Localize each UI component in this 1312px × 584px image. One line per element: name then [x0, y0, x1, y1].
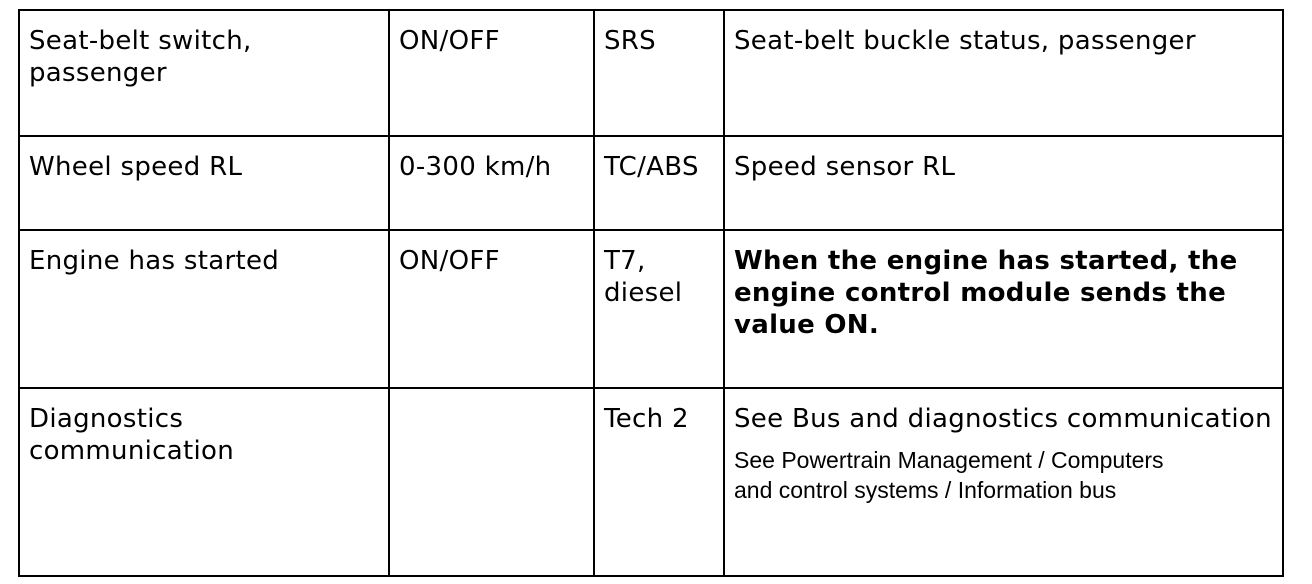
- table-row: [19, 10, 1283, 136]
- table-row: [19, 230, 1283, 388]
- value-range-cell: 0-300 km/h: [389, 136, 594, 230]
- table-row: [19, 388, 1283, 576]
- value-range-cell: [389, 388, 594, 576]
- value-range-cell: ON/OFF: [389, 10, 594, 136]
- description-cell: When the engine has started, the engine control module sends the value ON.: [724, 230, 1283, 388]
- table-row: [19, 136, 1283, 230]
- signal-table: [18, 9, 1284, 577]
- description-cell: [724, 388, 1283, 576]
- source-cell: SRS: [594, 10, 724, 136]
- reference-note: [734, 445, 1274, 505]
- description-cell: Seat-belt buckle status, passenger: [724, 10, 1283, 136]
- source-cell: Tech 2: [594, 388, 724, 576]
- source-cell: TC/ABS: [594, 136, 724, 230]
- signal-name-cell: Seat-belt switch, passenger: [19, 10, 389, 136]
- reference-note-line: See Powertrain Management / Computers: [734, 447, 1164, 473]
- signal-name-cell: Wheel speed RL: [19, 136, 389, 230]
- source-cell: T7, diesel: [594, 230, 724, 388]
- signal-name-cell: Diagnostics communication: [19, 388, 389, 576]
- description-text: See Bus and diagnostics communication: [734, 404, 1272, 434]
- value-range-cell: ON/OFF: [389, 230, 594, 388]
- signal-name-cell: Engine has started: [19, 230, 389, 388]
- description-cell: Speed sensor RL: [724, 136, 1283, 230]
- reference-note-line: and control systems / Information bus: [734, 477, 1117, 503]
